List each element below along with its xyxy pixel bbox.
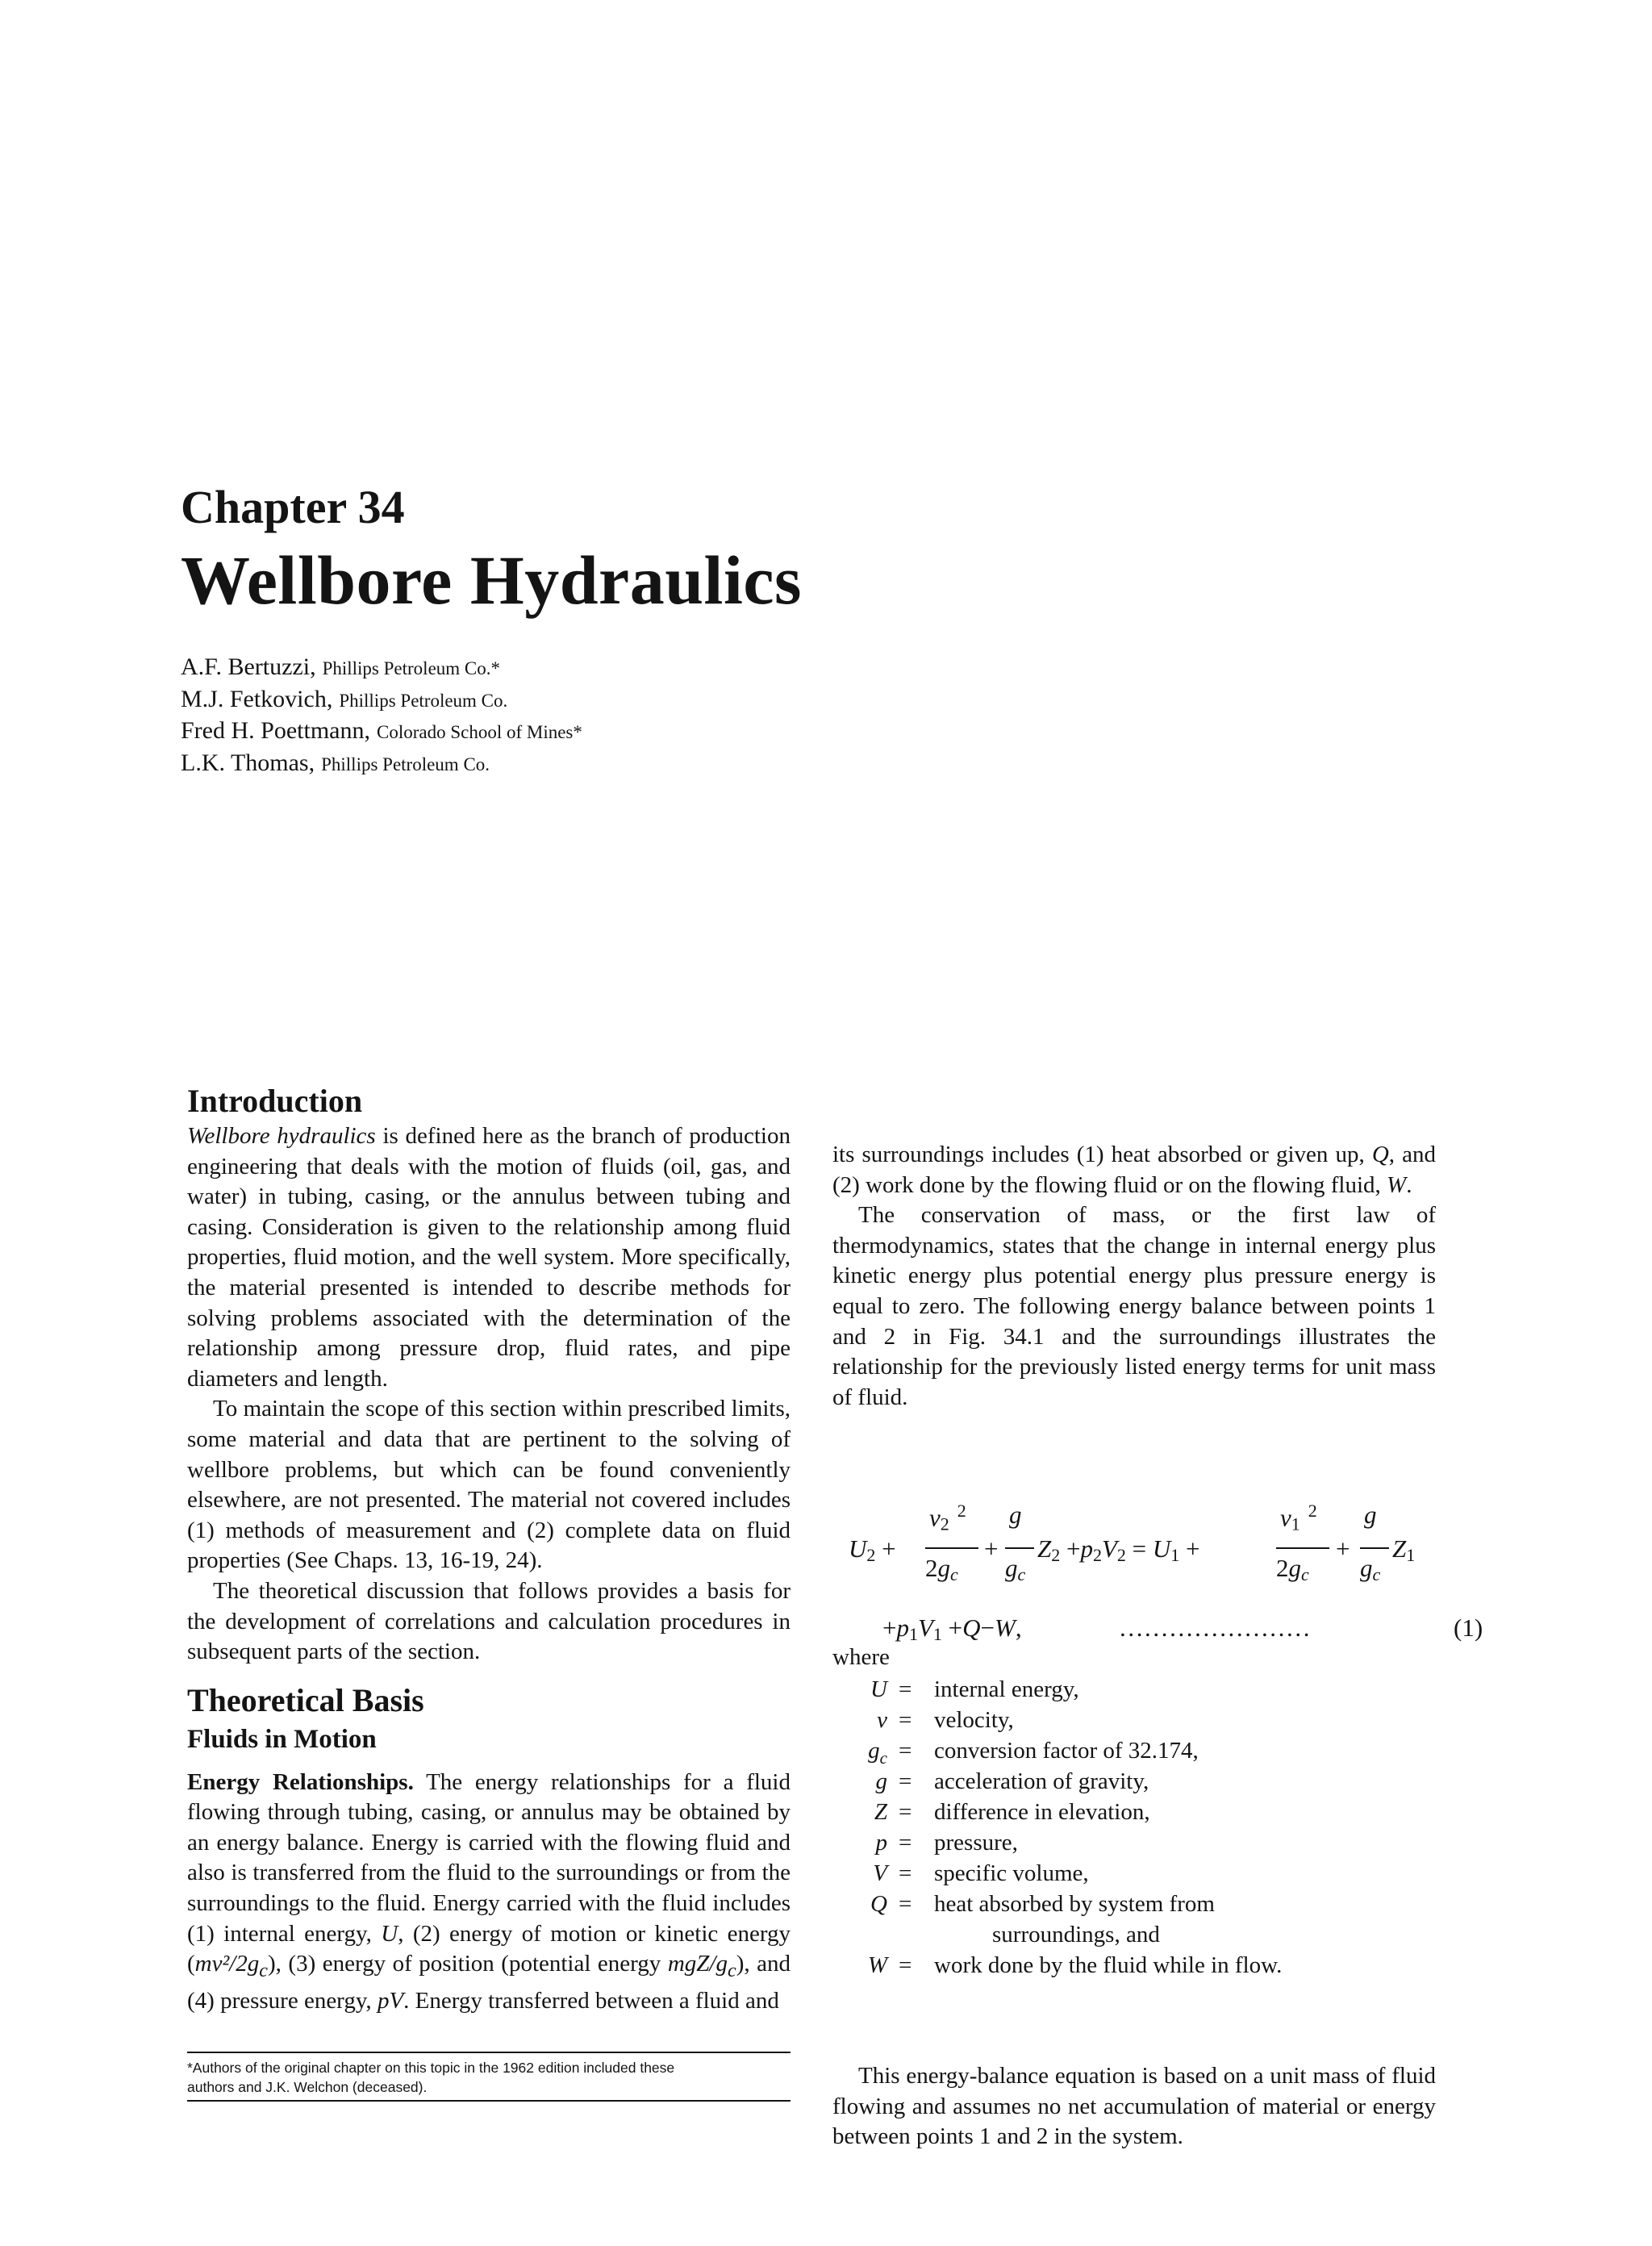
equals-sign: =: [899, 1707, 912, 1733]
definition-symbol: U: [870, 1676, 887, 1702]
intro-term: Wellbore hydraulics: [187, 1123, 376, 1149]
kinetic-energy-term: mv²/2g: [194, 1951, 260, 1977]
symbol-g: g: [868, 1738, 880, 1764]
definition-symbol: V: [873, 1860, 887, 1886]
definition-symbol: Q: [870, 1891, 887, 1917]
paragraph-text: , and (2) work done by the flowing fluid or on the flowing fluid,: [832, 1142, 1436, 1198]
equals-sign: =: [899, 1799, 912, 1825]
definition-text: internal energy,: [934, 1676, 1079, 1702]
definition-text: work done by the fluid while in flow.: [934, 1952, 1283, 1978]
subscript-c: c: [727, 1960, 736, 1982]
energy-runin-heading: Energy Relationships.: [187, 1768, 414, 1795]
intro-paragraph-2: To maintain the scope of this section within prescribed limits, some material and data that are pertinent to the solving of wellbore problems, but which can be found conveniently elsewhere, are not presented. The material not covered includes (1) methods of measurement and (2) complete data on fluid properties (See Chaps. 13, 16-19, 24).: [187, 1396, 791, 1574]
symbol-definitions: [839, 1675, 1452, 2046]
definition-symbol: g: [875, 1768, 887, 1794]
right-paragraph-2: The conservation of mass, or the first law of thermodynamics, states that the change in internal energy plus kinetic energy plus potential energy plus pressure energy is equal to zero. The following energy balance between points 1 and 2 in Fig. 34.1 and the surroundings illustrates the relationship for the previously listed energy terms for unit mass of fluid.: [832, 1202, 1436, 1410]
paragraph-text: its surroundings includes (1) heat absorbed or given up,: [832, 1142, 1372, 1167]
equation-number: (1): [1454, 1614, 1483, 1642]
author-name: Fred H. Poettmann,: [181, 717, 370, 744]
chapter-label: Chapter 34: [181, 481, 405, 533]
closing-paragraph: This energy-balance equation is based on a unit mass of fluid flowing and assumes no net accumulation of material or energy between points 1 and 2 in the system.: [832, 2063, 1436, 2150]
subscript-c: c: [259, 1960, 268, 1982]
equation-leader-dots: .......................: [1120, 1614, 1312, 1642]
author-name: A.F. Bertuzzi,: [181, 653, 316, 680]
subscript-c: c: [879, 1747, 887, 1768]
theoretical-basis-heading: Theoretical Basis: [187, 1681, 424, 1718]
fluids-in-motion-heading: Fluids in Motion: [187, 1724, 377, 1754]
right-column: [832, 1140, 1436, 1413]
symbol-W: W: [1387, 1171, 1407, 1198]
equals-sign: =: [899, 1860, 912, 1886]
left-column: [187, 1081, 791, 2016]
pressure-energy-term: pV: [377, 1987, 404, 2014]
equals-sign: =: [899, 1952, 912, 1978]
symbol-Q: Q: [1371, 1142, 1389, 1167]
definition-text: difference in elevation,: [934, 1799, 1150, 1825]
energy-text: . Energy transferred between a fluid and: [403, 1987, 779, 2014]
intro-paragraph-1: [187, 1121, 791, 1394]
equals-sign: =: [899, 1768, 912, 1794]
equals-sign: =: [899, 1738, 912, 1764]
equals-sign: =: [899, 1676, 912, 1702]
intro-text: is defined here as the branch of production engineering that deals with the motion of fluids (oil, gas, and water) in tubing, casing, or the annulus between tubing and casing. Consideration is given to the relationship among fluid properties, fluid motion, and the well system. More specifically, the material presented is intended to describe methods for solving problems associated with the determination of the relationship among pressure drop, fluid rates, and pipe diameters and length.: [187, 1123, 791, 1392]
definition-symbol: v: [877, 1707, 887, 1733]
footnote-line-2: authors and J.K. Welchon (deceased).: [187, 2079, 428, 2095]
energy-text: ), and (4) pressure energy,: [187, 1951, 791, 2014]
definition-text: velocity,: [934, 1707, 1014, 1733]
definition-symbol: W: [867, 1952, 887, 1978]
equals-sign: =: [899, 1830, 912, 1856]
author-affiliation: Phillips Petroleum Co.*: [322, 658, 501, 678]
author-affiliation: Colorado School of Mines*: [376, 722, 582, 742]
energy-balance-equation: $U_2$ + $v_2^2$ $2g_c$ + g $g_c$ $Z_2 +p_2V_2 = U_1$ + $v_1^2$ $2g_c$ + g $g_c$ $Z_1$ $+p_1V_1 +Q-W$, ....................... (1): [849, 1501, 1483, 1644]
where-label: where: [832, 1644, 890, 1670]
right-paragraph-1: [832, 1140, 1436, 1200]
definition-text: acceleration of gravity,: [934, 1768, 1149, 1794]
footnote: [187, 2052, 791, 2102]
definition-text: heat absorbed by system from: [934, 1891, 1215, 1917]
author-line: [181, 684, 582, 716]
author-list: [181, 652, 582, 779]
energy-text: The energy relationships for a fluid flowing through tubing, casing, or annulus may be obtained by an energy balance. Energy is carried with the flowing fluid and also is transferred from the fluid to the surroundings or from the surroundings to the fluid. Energy carried with the fluid includes (1) internal energy,: [187, 1768, 791, 1947]
footnote-line-1: *Authors of the original chapter on this topic in the 1962 edition included these: [187, 2060, 675, 2076]
introduction-heading: Introduction: [187, 1083, 363, 1119]
definition-text: specific volume,: [934, 1860, 1089, 1886]
equals-sign: =: [899, 1891, 912, 1917]
energy-text: , (2) energy of motion or kinetic energy (: [187, 1920, 791, 1977]
energy-paragraph: [187, 1768, 791, 2017]
author-affiliation: Phillips Petroleum Co.: [321, 754, 490, 774]
definition-row: [839, 1889, 1452, 1951]
author-name: L.K. Thomas,: [181, 749, 315, 776]
author-affiliation: Phillips Petroleum Co.: [339, 690, 508, 711]
definition-symbol: Z: [874, 1799, 887, 1825]
potential-energy-term: mgZ/g: [667, 1951, 728, 1977]
author-line: [181, 716, 582, 748]
author-line: [181, 748, 582, 780]
definition-text-continued: surroundings, and: [992, 1922, 1160, 1948]
definition-text: pressure,: [934, 1830, 1018, 1856]
paragraph-text: .: [1406, 1171, 1412, 1198]
energy-text: ), (3) energy of position (potential energy: [267, 1951, 668, 1977]
intro-paragraph-3: The theoretical discussion that follows provides a basis for the development of correlations and calculation procedures in subsequent parts of the section.: [187, 1577, 791, 1665]
author-name: M.J. Fetkovich,: [181, 685, 333, 712]
chapter-title: Wellbore Hydraulics: [181, 541, 802, 619]
author-line: [181, 652, 582, 684]
definition-text: conversion factor of 32.174,: [934, 1738, 1199, 1764]
symbol-U: U: [381, 1920, 398, 1947]
definition-symbol: p: [875, 1830, 887, 1856]
